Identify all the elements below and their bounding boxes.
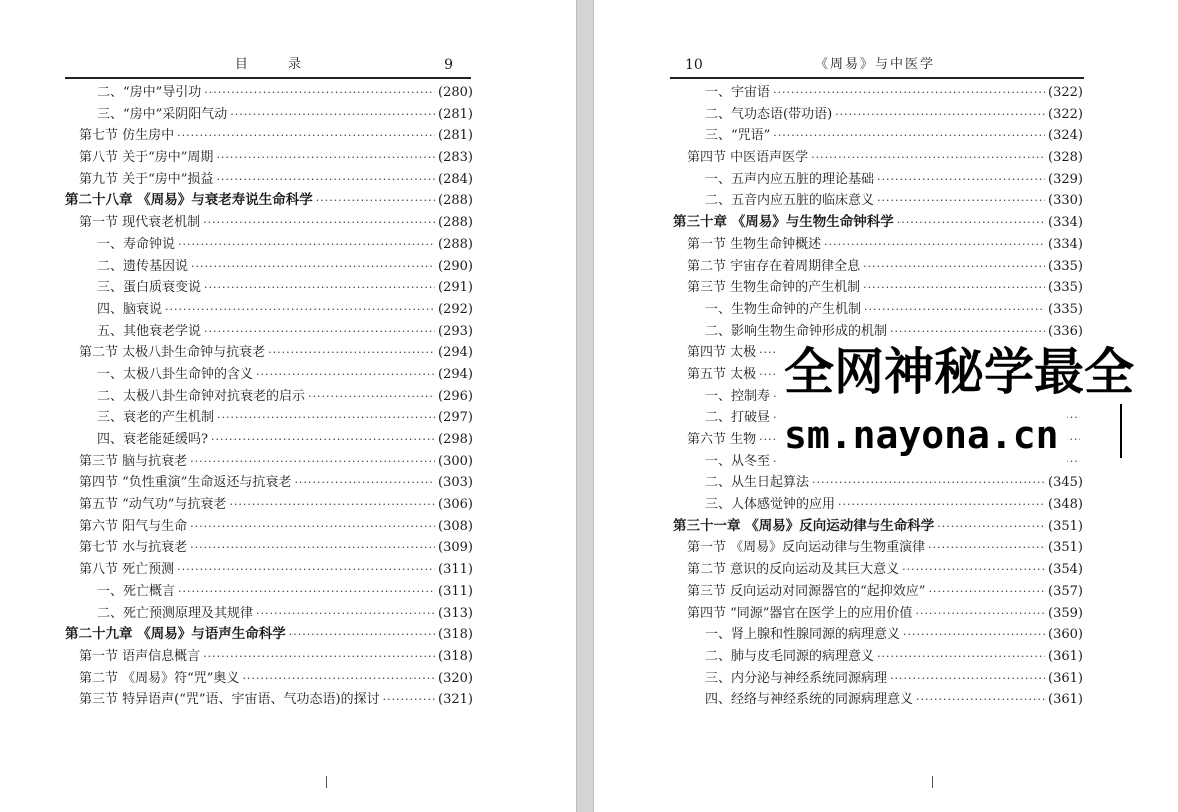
toc-leader-dots: [289, 624, 435, 646]
toc-leader-dots: [811, 147, 1045, 169]
toc-entry: [673, 624, 1083, 646]
toc-entry-label: 第一节 《周易》反向运动律与生物重演律: [687, 540, 926, 556]
toc-entry-label: 第九节 关于“房中”损益: [79, 171, 214, 187]
scan-mark: [326, 776, 327, 788]
toc-entry-page: (334): [1048, 215, 1083, 231]
toc-entry: [65, 321, 473, 343]
text-cursor: [1120, 404, 1122, 458]
toc-entry-label: 第五节 “动气功”与抗衰老: [79, 497, 227, 513]
toc-entry-label: 三、“房中”采阴阳气动: [97, 106, 228, 122]
right-running-head: [673, 55, 1077, 75]
toc-entry-label: 四、经络与神经系统的同源病理意义: [705, 692, 914, 708]
toc-entry-page: (361): [1048, 648, 1083, 664]
toc-entry-page: (361): [1048, 670, 1083, 686]
toc-entry: [65, 104, 473, 126]
toc-entry-label: 第六节 生物: [687, 432, 757, 447]
toc-entry-page: (361): [1048, 692, 1083, 708]
toc-leader-dots: [242, 668, 435, 690]
toc-entry-label: 三、内分泌与神经系统同源病理: [705, 670, 888, 686]
toc-entry: [673, 516, 1083, 538]
toc-entry: [673, 169, 1083, 191]
toc-entry-page: (321): [438, 692, 473, 708]
toc-entry-page: (320): [438, 670, 473, 686]
toc-entry-label: 二、遗传基因说: [97, 258, 189, 274]
toc-entry-label: 第三十章 《周易》与生物生命钟科学: [673, 214, 894, 231]
toc-leader-dots: [190, 537, 435, 559]
toc-entry: [65, 451, 473, 473]
toc-leader-dots: [897, 212, 1045, 234]
toc-leader-dots: [835, 104, 1045, 126]
toc-entry: [65, 299, 473, 321]
toc-leader-dots: [190, 451, 435, 473]
toc-leader-dots: [204, 82, 435, 104]
toc-entry: [673, 299, 1083, 321]
toc-entry-page: (294): [438, 366, 473, 382]
toc-leader-dots: [216, 169, 435, 191]
toc-entry-page: (318): [438, 627, 473, 643]
toc-entry-label: 第三十一章 《周易》反向运动律与生命科学: [673, 517, 935, 534]
toc-entry-page: (300): [438, 453, 473, 469]
toc-leader-dots: [204, 321, 435, 343]
toc-leader-dots: [256, 603, 435, 625]
toc-entry-page: (284): [438, 171, 473, 187]
toc-entry-page: (348): [1048, 497, 1083, 513]
toc-entry-page: (334): [1048, 236, 1083, 252]
toc-entry-label: 二、“房中”导引功: [97, 85, 202, 100]
toc-leader-dots: [178, 234, 435, 256]
toc-entry-label: 一、肾上腺和性腺同源的病理意义: [705, 627, 901, 643]
toc-entry-page: (351): [1048, 540, 1083, 556]
toc-leader-dots: [177, 125, 435, 147]
toc-entry-label: 二、死亡预测原理及其规律: [97, 605, 254, 621]
toc-entry-page: (322): [1048, 106, 1083, 122]
toc-entry-page: (296): [438, 388, 473, 404]
toc-entry-label: 四、脑衰说: [97, 301, 163, 317]
toc-entry-page: (335): [1048, 280, 1083, 296]
toc-entry: [65, 603, 473, 625]
left-page: [0, 0, 576, 812]
toc-entry-page: (311): [438, 562, 473, 578]
toc-entry: [65, 125, 473, 147]
right-page-title: 《周易》与中医学: [814, 57, 935, 72]
right-header-rule: [670, 77, 1084, 79]
toc-leader-dots: [190, 516, 435, 538]
toc-entry-label: 一、控制寿: [705, 388, 771, 404]
toc-entry-page: (309): [438, 540, 473, 556]
toc-entry: [65, 82, 473, 104]
toc-entry-page: (345): [1048, 475, 1083, 491]
toc-entry-label: 二、五音内应五脏的临床意义: [705, 193, 875, 209]
toc-leader-dots: [229, 494, 435, 516]
toc-entry-label: 第七节 仿生房中: [79, 128, 175, 144]
toc-entry-page: (288): [438, 193, 473, 209]
toc-entry-label: 二、肺与皮毛同源的病理意义: [705, 648, 875, 664]
toc-entry-page: (281): [438, 128, 473, 144]
toc-entry: [65, 689, 473, 711]
toc-leader-dots: [773, 125, 1045, 147]
toc-entry-page: (292): [438, 301, 473, 317]
toc-entry-label: 第六节 阳气与生命: [79, 518, 188, 534]
toc-entry-page: (281): [438, 106, 473, 122]
toc-entry-label: 一、死亡概言: [97, 583, 176, 599]
toc-leader-dots: [890, 668, 1045, 690]
toc-entry-label: 一、宇宙语: [705, 85, 771, 100]
toc-entry: [673, 537, 1083, 559]
toc-leader-dots: [838, 494, 1045, 516]
toc-leader-dots: [191, 256, 435, 278]
toc-entry-label: 五、其他衰老学说: [97, 323, 202, 339]
toc-entry: [65, 212, 473, 234]
toc-entry-page: (335): [1048, 258, 1083, 274]
toc-entry: [65, 646, 473, 668]
toc-entry: [65, 169, 473, 191]
toc-entry: [65, 516, 473, 538]
toc-leader-dots: [863, 256, 1045, 278]
toc-leader-dots: [864, 299, 1045, 321]
toc-leader-dots: [890, 321, 1045, 343]
toc-entry: [673, 321, 1083, 343]
left-page-title: 目 录: [234, 57, 320, 72]
toc-entry-label: 第八节 死亡预测: [79, 562, 175, 578]
toc-entry-page: (335): [1048, 301, 1083, 317]
toc-entry: [673, 581, 1083, 603]
toc-leader-dots: [877, 169, 1045, 191]
toc-entry-page: (351): [1048, 518, 1083, 534]
toc-entry-label: 第一节 语声信息概言: [79, 648, 201, 664]
toc-entry: [65, 147, 473, 169]
toc-leader-dots: [216, 147, 435, 169]
toc-entry: [673, 147, 1083, 169]
toc-leader-dots: [178, 581, 435, 603]
toc-leader-dots: [824, 234, 1045, 256]
toc-entry-label: 第四节 中医语声医学: [687, 150, 809, 166]
toc-entry: [65, 537, 473, 559]
toc-entry-label: 三、人体感觉钟的应用: [705, 497, 836, 513]
toc-entry-label: 第四节 太极: [687, 345, 757, 361]
toc-entry-label: 第二十九章 《周易》与语声生命科学: [65, 626, 286, 643]
left-header-rule: [65, 77, 471, 79]
toc-entry-page: (329): [1048, 171, 1083, 187]
toc-entry: [65, 386, 473, 408]
toc-entry: [673, 472, 1083, 494]
toc-entry: [673, 689, 1083, 711]
toc-leader-dots: [268, 342, 435, 364]
toc-entry-page: (318): [438, 648, 473, 664]
scan-mark: [932, 776, 933, 788]
toc-entry: [673, 212, 1083, 234]
toc-entry: [673, 125, 1083, 147]
toc-leader-dots: [211, 429, 435, 451]
toc-entry-label: 三、“咒语”: [705, 128, 771, 144]
toc-entry: [65, 472, 473, 494]
toc-leader-dots: [256, 364, 435, 386]
toc-entry: [673, 559, 1083, 581]
toc-leader-dots: [230, 104, 435, 126]
toc-entry-label: 第八节 关于“房中”周期: [79, 150, 214, 166]
toc-entry-label: 一、从冬至: [705, 453, 771, 469]
toc-entry: [673, 646, 1083, 668]
toc-leader-dots: [383, 689, 435, 711]
page-gutter: [576, 0, 594, 812]
toc-leader-dots: [903, 624, 1045, 646]
toc-entry-label: 第二节 太极八卦生命钟与抗衰老: [79, 345, 266, 361]
toc-entry: [65, 342, 473, 364]
watermark-url: sm.nayona.cn: [776, 408, 1067, 462]
toc-leader-dots: [877, 190, 1045, 212]
toc-leader-dots: [916, 689, 1045, 711]
toc-entry: [673, 494, 1083, 516]
toc-entry-label: 一、寿命钟说: [97, 236, 176, 252]
toc-entry-label: 第四节 “同源”器官在医学上的应用价值: [687, 605, 913, 621]
toc-entry: [65, 668, 473, 690]
toc-entry-page: (359): [1048, 605, 1083, 621]
toc-entry: [673, 190, 1083, 212]
toc-entry: [65, 429, 473, 451]
toc-entry: [65, 407, 473, 429]
toc-entry-label: 二、影响生物生命钟形成的机制: [705, 323, 888, 339]
toc-entry-label: 第二节 意识的反向运动及其巨大意义: [687, 562, 900, 578]
toc-entry-label: 二、太极八卦生命钟对抗衰老的启示: [97, 388, 306, 404]
toc-entry-page: (308): [438, 518, 473, 534]
toc-entry-page: (297): [438, 410, 473, 426]
toc-entry-label: 第七节 水与抗衰老: [79, 540, 188, 556]
toc-leader-dots: [203, 212, 435, 234]
toc-entry: [673, 603, 1083, 625]
toc-entry-label: 三、蛋白质衰变说: [97, 280, 202, 296]
toc-entry: [65, 559, 473, 581]
toc-leader-dots: [877, 646, 1045, 668]
toc-entry: [65, 581, 473, 603]
toc-entry: [673, 104, 1083, 126]
toc-entry-label: 二、气功态语(带功语): [705, 106, 833, 122]
toc-entry-label: 一、太极八卦生命钟的含义: [97, 366, 254, 382]
left-toc-list: [65, 82, 473, 711]
toc-leader-dots: [203, 646, 435, 668]
toc-entry-page: (303): [438, 475, 473, 491]
toc-entry: [673, 277, 1083, 299]
toc-entry-label: 三、衰老的产生机制: [97, 410, 215, 426]
toc-entry: [65, 256, 473, 278]
toc-entry-page: (328): [1048, 150, 1083, 166]
toc-entry-page: (322): [1048, 85, 1083, 100]
toc-leader-dots: [937, 516, 1045, 538]
toc-entry-label: 一、生物生命钟的产生机制: [705, 301, 862, 317]
toc-entry-label: 第三节 脑与抗衰老: [79, 453, 188, 469]
toc-leader-dots: [773, 82, 1045, 104]
toc-entry-page: (324): [1048, 128, 1083, 144]
toc-entry: [65, 364, 473, 386]
toc-leader-dots: [812, 472, 1045, 494]
toc-leader-dots: [902, 559, 1045, 581]
toc-entry-page: (306): [438, 497, 473, 513]
toc-leader-dots: [316, 190, 435, 212]
toc-entry-page: (313): [438, 605, 473, 621]
watermark-text: 全网神秘学最全: [776, 342, 1142, 402]
left-running-head: [65, 55, 471, 75]
toc-entry-label: 第三节 特异语声(“咒”语、宇宙语、气功态语)的探讨: [79, 692, 380, 708]
toc-entry-page: (288): [438, 236, 473, 252]
toc-entry-page: (330): [1048, 193, 1083, 209]
toc-entry-page: (357): [1048, 583, 1083, 599]
toc-leader-dots: [915, 603, 1045, 625]
toc-entry-label: 第三节 反向运动对同源器官的“起抑效应”: [687, 583, 926, 599]
toc-entry-page: (354): [1048, 562, 1083, 578]
toc-entry-label: 第一节 生物生命钟概述: [687, 236, 822, 252]
toc-entry-page: (290): [438, 258, 473, 274]
toc-leader-dots: [165, 299, 435, 321]
toc-leader-dots: [204, 277, 435, 299]
toc-entry: [673, 668, 1083, 690]
toc-entry-page: (283): [438, 150, 473, 166]
toc-leader-dots: [863, 277, 1045, 299]
toc-entry-page: (360): [1048, 627, 1083, 643]
left-page-number: 9: [444, 57, 453, 73]
toc-entry-page: (298): [438, 432, 473, 447]
toc-leader-dots: [294, 472, 435, 494]
toc-entry-label: 二、打破昼: [705, 410, 771, 426]
toc-entry-label: 第五节 太极: [687, 366, 757, 382]
toc-entry-page: (288): [438, 215, 473, 231]
toc-entry: [65, 234, 473, 256]
toc-entry-page: (291): [438, 280, 473, 296]
toc-entry-label: 四、衰老能延缓吗?: [97, 432, 208, 447]
toc-leader-dots: [217, 407, 435, 429]
toc-leader-dots: [928, 581, 1045, 603]
toc-entry-page: (311): [438, 583, 473, 599]
toc-entry: [65, 494, 473, 516]
toc-entry: [673, 82, 1083, 104]
toc-entry: [65, 624, 473, 646]
toc-leader-dots: [308, 386, 435, 408]
toc-entry-label: 二、从生日起算法: [705, 475, 810, 491]
toc-entry-label: 第二节 《周易》符“咒”奥义: [79, 670, 240, 686]
toc-entry-label: 一、五声内应五脏的理论基础: [705, 171, 875, 187]
toc-entry-page: (280): [438, 85, 473, 100]
toc-leader-dots: [928, 537, 1045, 559]
toc-entry: [65, 277, 473, 299]
right-page-number: 10: [685, 57, 703, 73]
toc-entry-page: (293): [438, 323, 473, 339]
toc-entry-label: 第一节 现代衰老机制: [79, 215, 201, 231]
toc-entry-label: 第三节 生物生命钟的产生机制: [687, 280, 861, 296]
toc-leader-dots: [177, 559, 435, 581]
toc-entry-page: (336): [1048, 323, 1083, 339]
toc-entry: [65, 190, 473, 212]
toc-entry: [673, 234, 1083, 256]
toc-entry: [673, 256, 1083, 278]
toc-entry-page: (294): [438, 345, 473, 361]
toc-entry-label: 第四节 “负性重演”生命返还与抗衰老: [79, 475, 292, 491]
toc-entry-label: 第二十八章 《周易》与衰老寿说生命科学: [65, 192, 313, 209]
toc-entry-label: 第二节 宇宙存在着周期律全息: [687, 258, 861, 274]
